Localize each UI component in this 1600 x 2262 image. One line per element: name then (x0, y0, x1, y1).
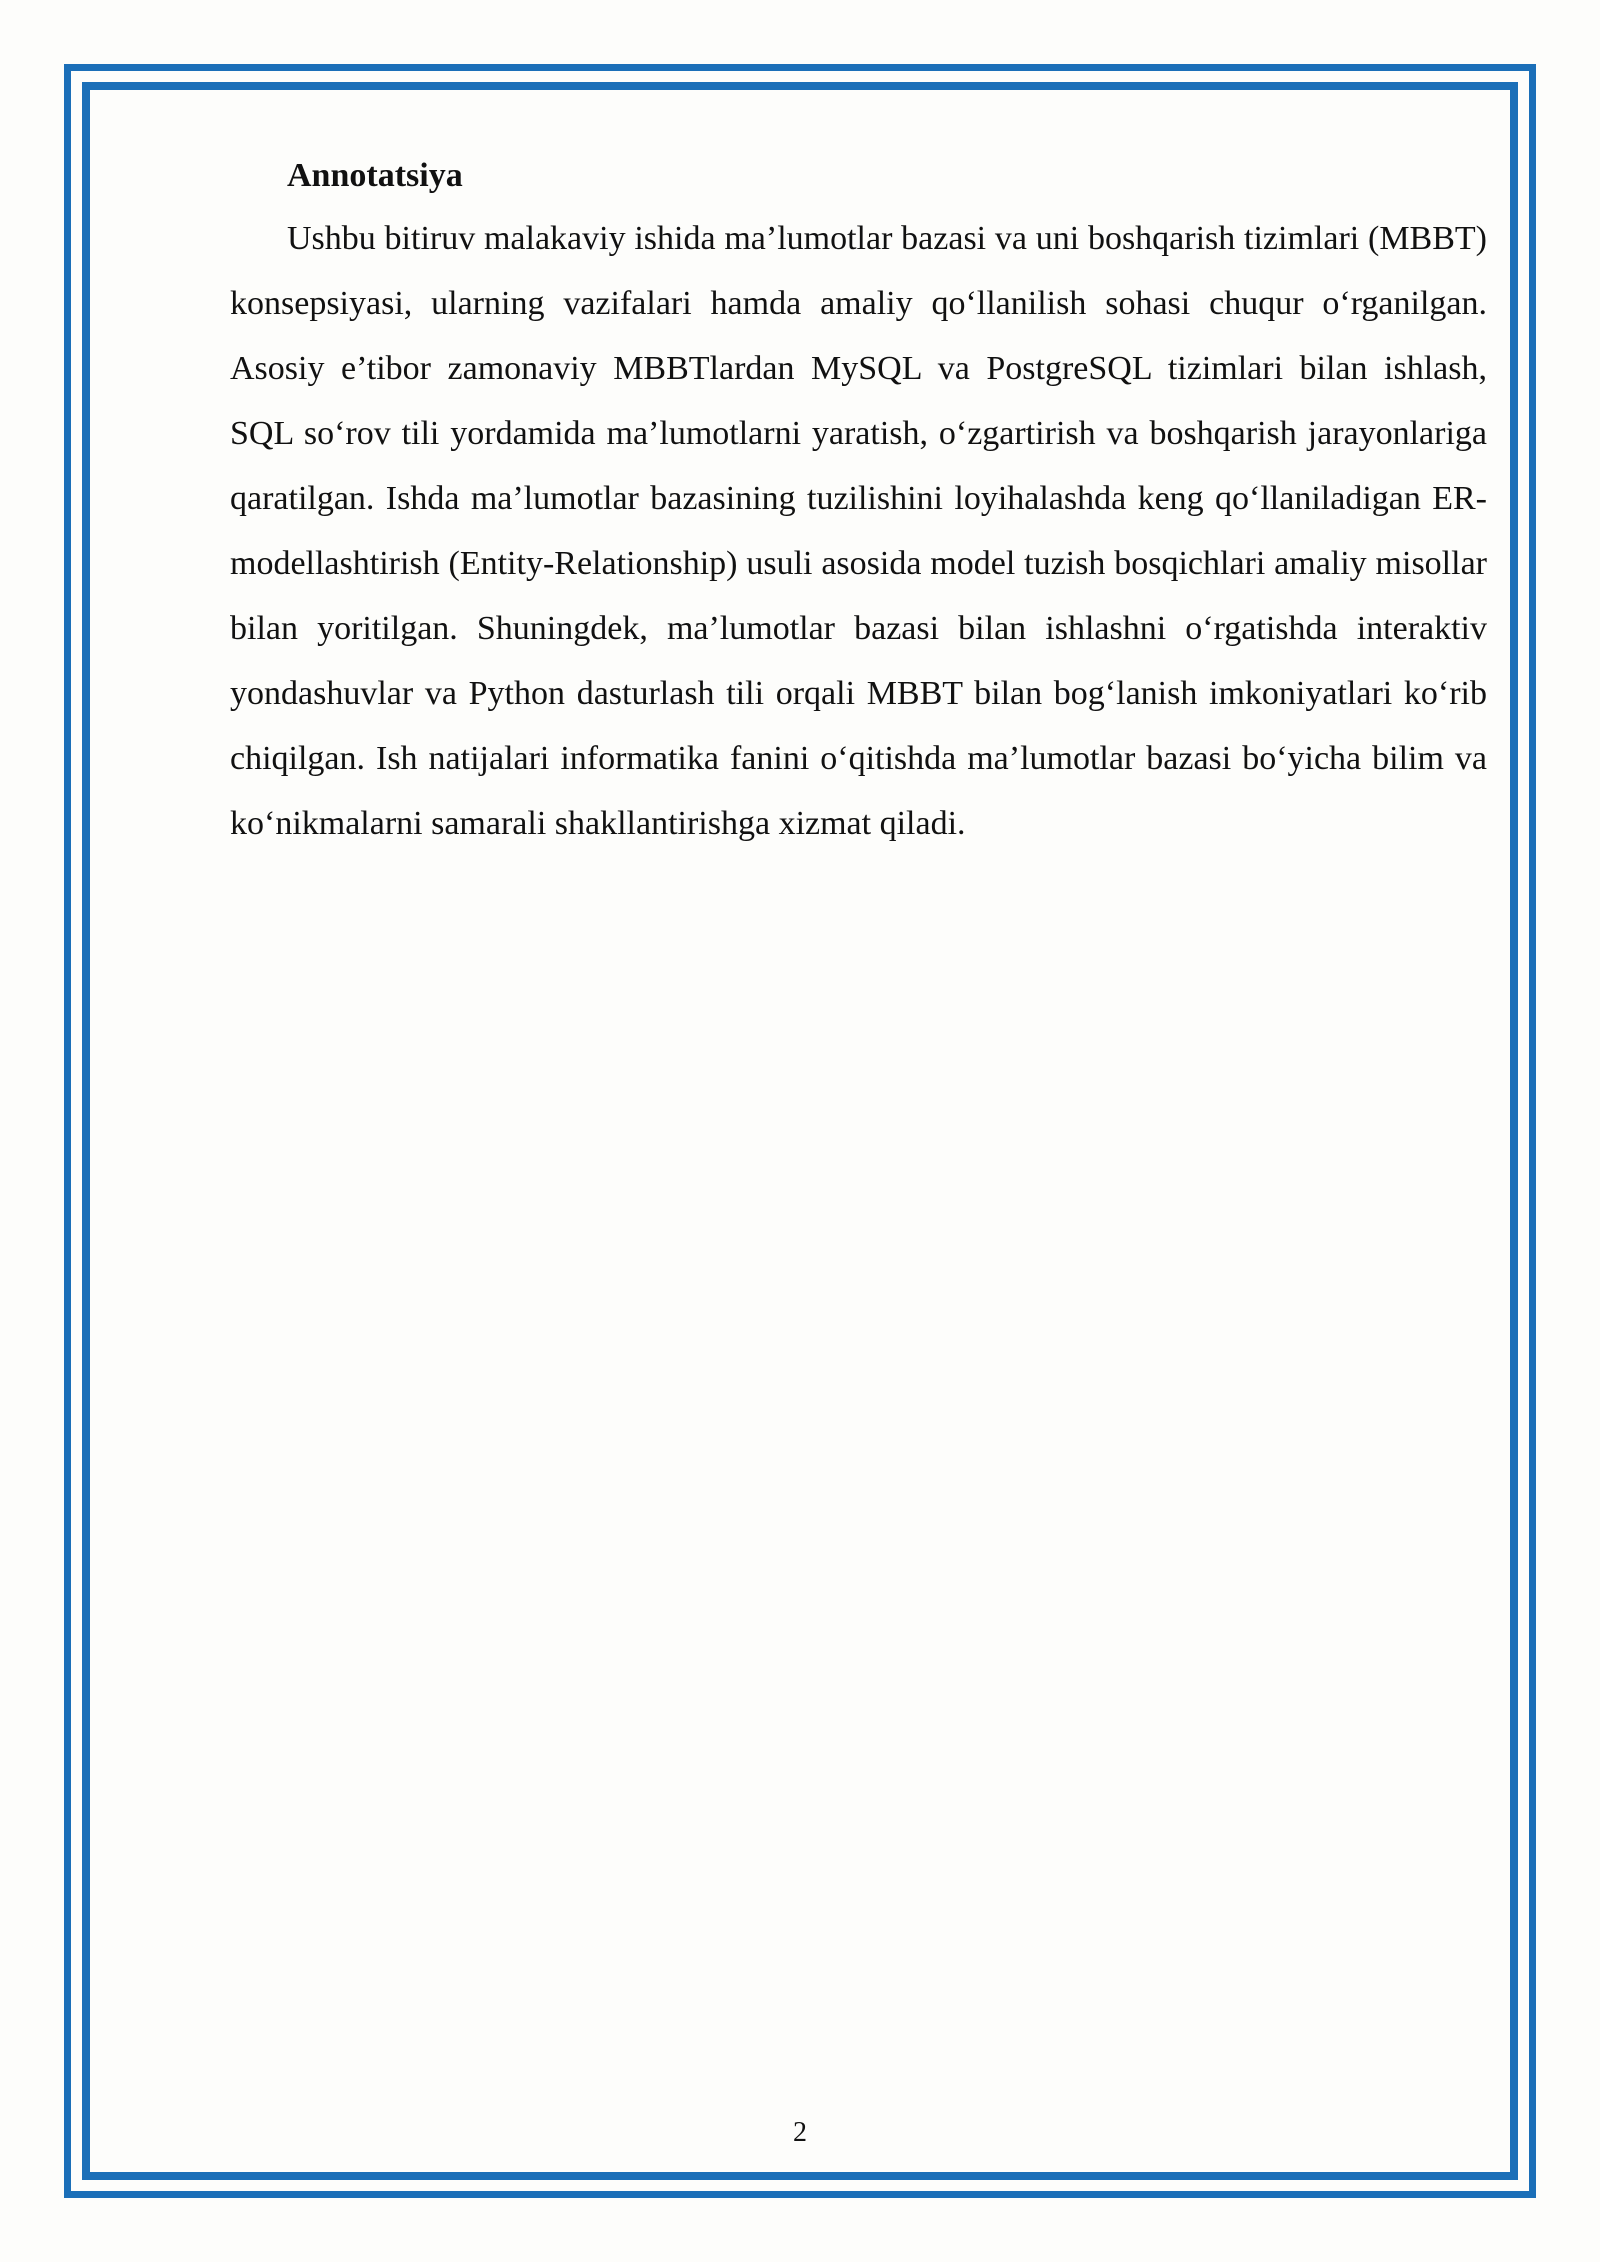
abstract-paragraph: Ushbu bitiruv malakaviy ishida ma’lumotlar bazasi va uni boshqarish tizimlari (MBBT) konsepsiyasi, ularning vazifalari hamda amaliy qo‘llanilish sohasi chuqur o‘rganilgan. Asosiy e’tibor zamonaviy MBBTlardan MySQL va PostgreSQL tizimlari bilan ishlash, SQL so‘rov tili yordamida ma’lumotlarni yaratish, o‘zgartirish va boshqarish jarayonlariga qaratilgan. Ishda ma’lumotlar bazasining tuzilishini loyihalashda keng qo‘llaniladigan ER-modellashtirish (Entity-Relationship) usuli asosida model tuzish bosqichlari amaliy misollar bilan yoritilgan. Shuningdek, ma’lumotlar bazasi bilan ishlashni o‘rgatishda interaktiv yondashuvlar va Python dasturlash tili orqali MBBT bilan bog‘lanish imkoniyatlari ko‘rib chiqilgan. Ish natijalari informatika fanini o‘qitishda ma’lumotlar bazasi bo‘yicha bilim va ko‘nikmalarni samarali shakllantirishga xizmat qiladi. (230, 220, 1487, 842)
document-body (230, 146, 1487, 856)
page-number: 2 (793, 2117, 807, 2148)
section-heading: Annotatsiya (287, 157, 463, 194)
